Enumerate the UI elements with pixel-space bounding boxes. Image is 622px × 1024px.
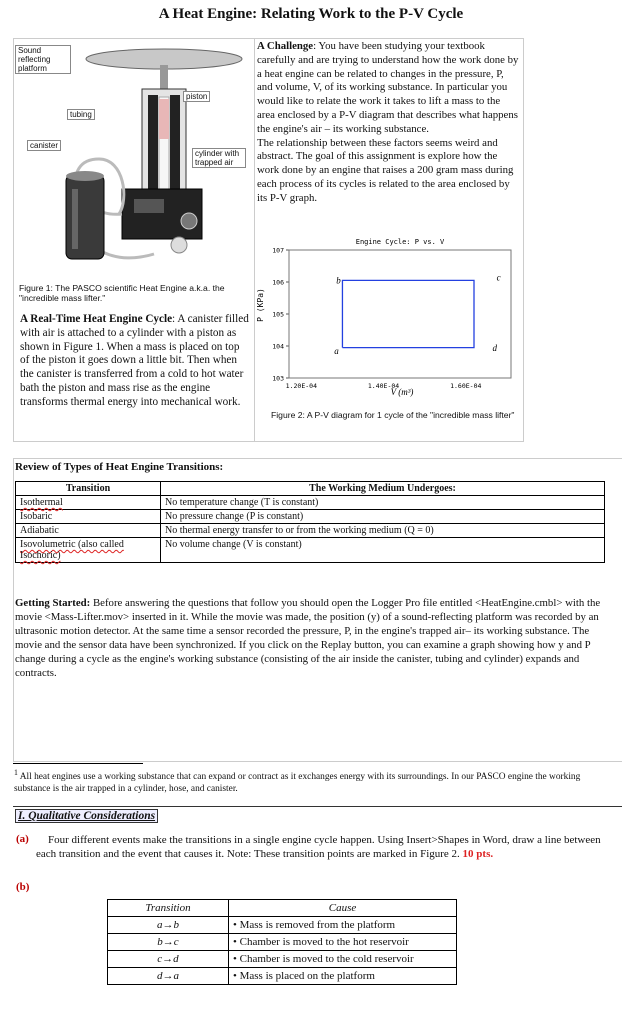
callout-cylinder: cylinder with trapped air [192,148,246,168]
challenge-heading: A Challenge [257,40,314,52]
section-heading: I. Qualitative Considerations [15,809,158,823]
callout-piston: piston [183,91,210,102]
part-a-text [36,833,602,861]
x-tick-label: 1.20E-04 [285,382,317,390]
transition-desc: No temperature change (T is constant) [161,496,605,510]
point-label-c: c [496,272,501,283]
chart-x-label: V (m³) [390,387,414,397]
table-row [16,538,605,563]
col-transition: Transition [108,900,229,917]
col-cause: Cause [229,900,457,917]
figure2-caption: Figure 2: A P-V diagram for 1 cycle of the "incredible mass lifter" [271,410,515,420]
part-a-points: 10 pts. [462,848,494,860]
transitions-table [15,481,605,563]
footnote-marker: 1 [14,768,18,777]
point-label-b: b [336,275,341,286]
col-transition: Transition [16,482,161,496]
table-row [108,968,457,985]
transition-desc: No volume change (V is constant) [161,538,605,563]
chart-y-label: P (KPa) [256,288,265,322]
point-label-a: a [334,346,339,356]
figure1-caption: Figure 1: The PASCO scientific Heat Engine a.k.a. the "incredible mass lifter." [19,283,225,303]
part-b-label: (b) [16,881,30,893]
transition-desc: No pressure change (P is constant) [161,510,605,524]
transition-name: Adiabatic [16,524,161,538]
point-label-d: d [492,342,497,353]
transition-cell: d→a [108,968,229,985]
cause-table [107,899,457,985]
callout-tubing: tubing [67,109,95,120]
page-title: A Heat Engine: Relating Work to the P-V Cycle [158,6,464,22]
chart-plot-area [289,250,511,378]
challenge-p1: You have been studying your textbook carefully and are trying to understand how the work done by a heat engine can be related to changes in the pressure, P, and volume, V, of its working substance. In particular you would like to relate the work it takes to lift a mass to the area enclosed by a P-V diagram that describes what happens the engine's air – its working substance. [257,40,519,135]
table-row [16,524,605,538]
challenge-p2: The relationship between these factors seems weird and abstract. The goal of this assignment is explore how the work done by an engine that raises a 200 gram mass during each process of its cycles is related to the area enclosed by its P-V graph. [257,136,514,204]
review-heading: Review of Types of Heat Engine Transitions: [15,461,224,473]
getting-started-text: Before answering the questions that follow you should open the Logger Pro file entitled <HeatEngine.cmbl> with the movie <Mass-Lifter.mov> inserted in it. While the movie was made, the position (y) of a sound-reflecting platform was recorded by an ultrasonic motion detector. At the same time a sensor recorded the pressure, P, in the engine's trapped air– its working substance. The movie and the sensor data have been synchronized. If you click on the Replay button, you can examine a graph showing how y and P change during a cycle as the engine's working substance (consisting of the air inside the canister, tubing and cylinder) expands and contracts. [15,597,601,679]
challenge-paragraph: A Challenge: You have been studying your textbook carefully and are trying to understand how the work done by a heat engine can be related to changes in the pressure, P, and volume, V, of its working substance. In particular you would like to relate the work it takes to lift a mass to the area enclosed by a P-V diagram that describes what happens the engine's air – its working substance. The relationship between these factors seems weird and abstract. The goal of this assignment is explore how the work done by an engine that raises a 200 gram mass during each process of its cycles is related to the area enclosed by its P-V graph. [257,40,519,204]
table-row [108,917,457,934]
y-tick-label: 107 [272,246,284,255]
cycle-trace [342,280,474,347]
transition-cell: a→b [108,917,229,934]
cause-cell: • Mass is removed from the platform [229,917,457,934]
footnote-text: All heat engines use a working substance that can expand or contract as it exchanges energy with its surroundings. In our PASCO engine the working substance is the air trapped in a cylinder, hose, and canister. [14,772,581,795]
table-row [108,934,457,951]
getting-started-heading: Getting Started: [15,597,91,609]
transition-name: Isobaric [16,510,161,524]
transition-desc: No thermal energy transfer to or from the working medium (Q = 0) [161,524,605,538]
section-rule [13,806,622,807]
valve [171,237,187,253]
cause-cell: • Chamber is moved to the hot reservoir [229,934,457,951]
cause-cell: • Chamber is moved to the cold reservoir [229,951,457,968]
pv-chart [255,232,519,404]
y-tick-label: 104 [272,342,284,351]
table-row [16,510,605,524]
callout-canister: canister [27,140,61,151]
callout-sound-platform: Sound reflecting platform [15,45,71,74]
footnote [14,767,614,795]
part-a-label: (a) [16,833,29,845]
canister-body [66,175,104,259]
transition-name: Isovolumetric (also called Isochoric) [16,538,161,563]
footnote-divider [13,763,143,764]
x-tick-label: 1.40E-04 [367,382,400,390]
y-tick-label: 106 [272,278,284,287]
transition-cell: c→d [108,951,229,968]
realtime-text: A canister filled with air is attached to a cylinder with a piston as shown in Figure 1. When a mass is placed on top of the piston it goes down a little bit. Then when the canister is transferred from a cold to hot water bath the piston and mass rise as the engine transforms thermal energy into mechanical work. [20,313,249,408]
realtime-paragraph: A Real-Time Heat Engine Cycle: A canister filled with air is attached to a cylinder with a piston as shown in Figure 1. When a mass is placed on top of the piston it goes down a little bit. Then when the canister is transferred from a cold to hot water bath the piston and mass rise as the engine transforms thermal energy into mechanical work. [20,313,249,408]
transition-cell: b→c [108,934,229,951]
chart-title: Engine Cycle: P vs. V [355,238,445,246]
table-row [108,951,457,968]
y-tick-label: 105 [272,310,284,319]
x-tick-label: 1.60E-04 [450,382,482,390]
transition-name: Isothermal [16,496,161,510]
y-tick-label: 103 [272,374,284,383]
cause-cell: • Mass is placed on the platform [229,968,457,985]
table-row [16,496,605,510]
realtime-heading: A Real-Time Heat Engine Cycle [20,313,173,325]
getting-started-paragraph [15,596,617,680]
part-a-instructions: Four different events make the transitions in a single engine cycle happen. Using Insert>Shapes in Word, draw a line between each transition and the event that causes it. Note: These transition points are marked in Figure 2. [36,834,601,860]
col-undergoes: The Working Medium Undergoes: [161,482,605,496]
